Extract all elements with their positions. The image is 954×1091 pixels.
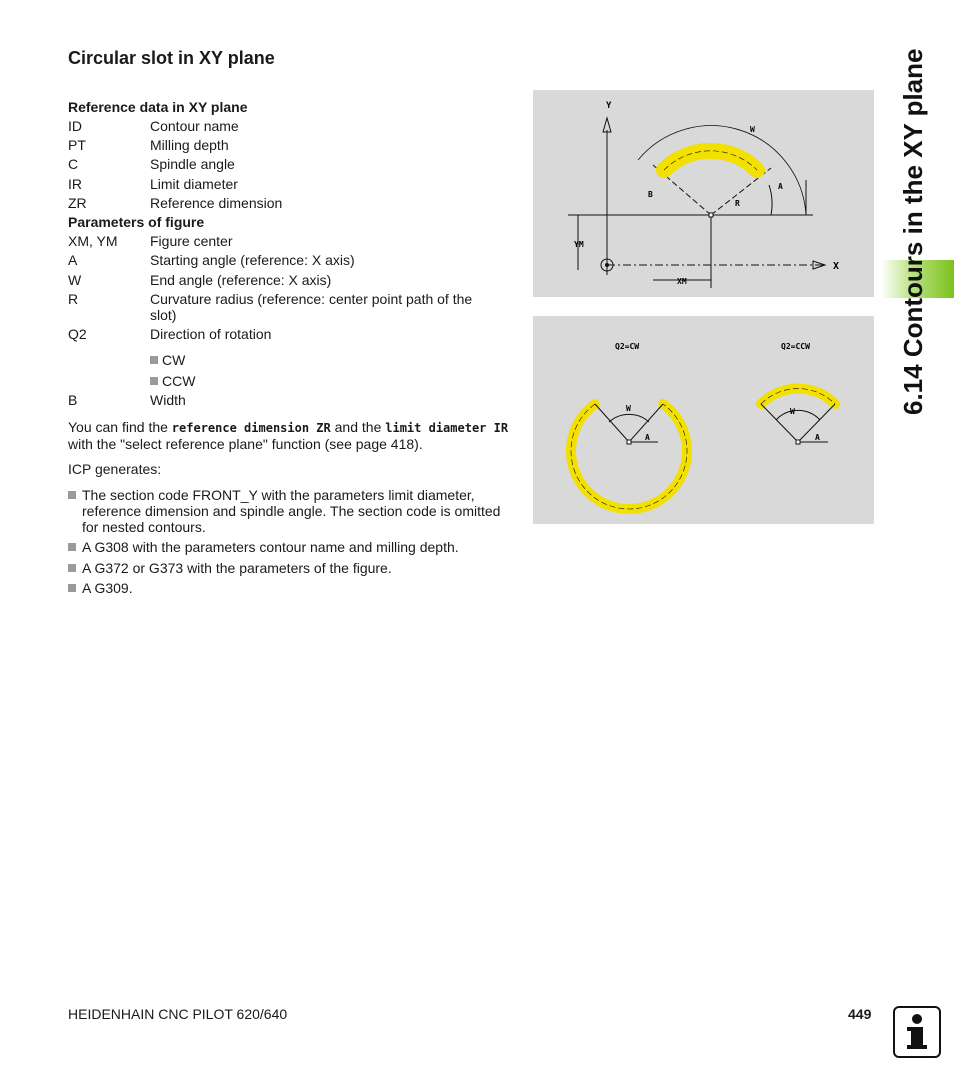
bullet-square-icon bbox=[68, 491, 76, 499]
param-value: Starting angle (reference: X axis) bbox=[150, 252, 355, 268]
chapter-title-text: 6.14 Contours in the XY plane bbox=[898, 48, 928, 415]
figure-circular-slot-geometry bbox=[533, 90, 874, 297]
label-y: Y bbox=[606, 101, 612, 111]
ref-key: PT bbox=[68, 137, 86, 153]
param-value: Figure center bbox=[150, 233, 233, 249]
code-reference-dimension: reference dimension ZR bbox=[171, 421, 331, 435]
icp-heading: ICP generates: bbox=[68, 461, 162, 477]
ref-value: Reference dimension bbox=[150, 195, 283, 211]
code-limit-diameter: limit diameter IR bbox=[385, 421, 509, 435]
q2-option-cw: CW bbox=[150, 352, 185, 368]
param-value: End angle (reference: X axis) bbox=[150, 272, 332, 288]
label-cw-w: W bbox=[626, 404, 631, 413]
param-value: Direction of rotation bbox=[150, 326, 272, 342]
label-ccw-w: W bbox=[790, 407, 795, 416]
ref-key: C bbox=[68, 156, 79, 172]
note-paragraph: You can find the reference dimension ZR and the limit diameter IR with the "select reference plane" function (see page 418). bbox=[68, 419, 509, 452]
parameters-heading: Parameters of figure bbox=[68, 214, 205, 230]
bullet-square-icon bbox=[68, 543, 76, 551]
label-w: W bbox=[750, 125, 755, 134]
bullet-square-icon bbox=[150, 377, 158, 385]
param-key: A bbox=[68, 252, 78, 268]
label-q2-ccw: Q2=CCW bbox=[781, 342, 810, 351]
bullet-square-icon bbox=[68, 564, 76, 572]
info-icon bbox=[893, 1006, 941, 1058]
param-value: Width bbox=[150, 392, 186, 408]
label-b: B bbox=[648, 190, 653, 199]
param-key: R bbox=[68, 291, 79, 307]
ref-key: IR bbox=[68, 176, 82, 192]
param-key: B bbox=[68, 392, 78, 408]
ref-value: Contour name bbox=[150, 118, 239, 134]
chapter-title-vertical bbox=[888, 30, 938, 415]
label-q2-cw: Q2=CW bbox=[615, 342, 640, 351]
param-value: Curvature radius (reference: center point path of the slot) bbox=[150, 291, 473, 323]
label-a: A bbox=[778, 182, 783, 191]
label-r: R bbox=[735, 199, 740, 208]
label-x: X bbox=[833, 261, 840, 272]
footer-product: HEIDENHAIN CNC PILOT 620/640 bbox=[68, 1006, 288, 1022]
page-number: 449 bbox=[848, 1006, 872, 1022]
label-xm: XM bbox=[677, 277, 687, 286]
param-key: Q2 bbox=[68, 326, 87, 342]
bullet-square-icon bbox=[68, 584, 76, 592]
param-key: XM, YM bbox=[68, 233, 118, 249]
reference-data-heading: Reference data in XY plane bbox=[68, 99, 248, 115]
ref-key: ID bbox=[68, 118, 82, 134]
label-ccw-a: A bbox=[815, 433, 820, 442]
label-ym: YM bbox=[574, 240, 584, 249]
ref-key: ZR bbox=[68, 195, 87, 211]
ref-value: Limit diameter bbox=[150, 176, 238, 192]
ref-value: Spindle angle bbox=[150, 156, 235, 172]
label-cw-a: A bbox=[645, 433, 650, 442]
param-key: W bbox=[68, 272, 82, 288]
ref-value: Milling depth bbox=[150, 137, 229, 153]
page-title: Circular slot in XY plane bbox=[68, 48, 275, 68]
bullet-square-icon bbox=[150, 356, 158, 364]
q2-option-ccw: CCW bbox=[150, 373, 195, 389]
figure-rotation-direction bbox=[533, 316, 874, 524]
